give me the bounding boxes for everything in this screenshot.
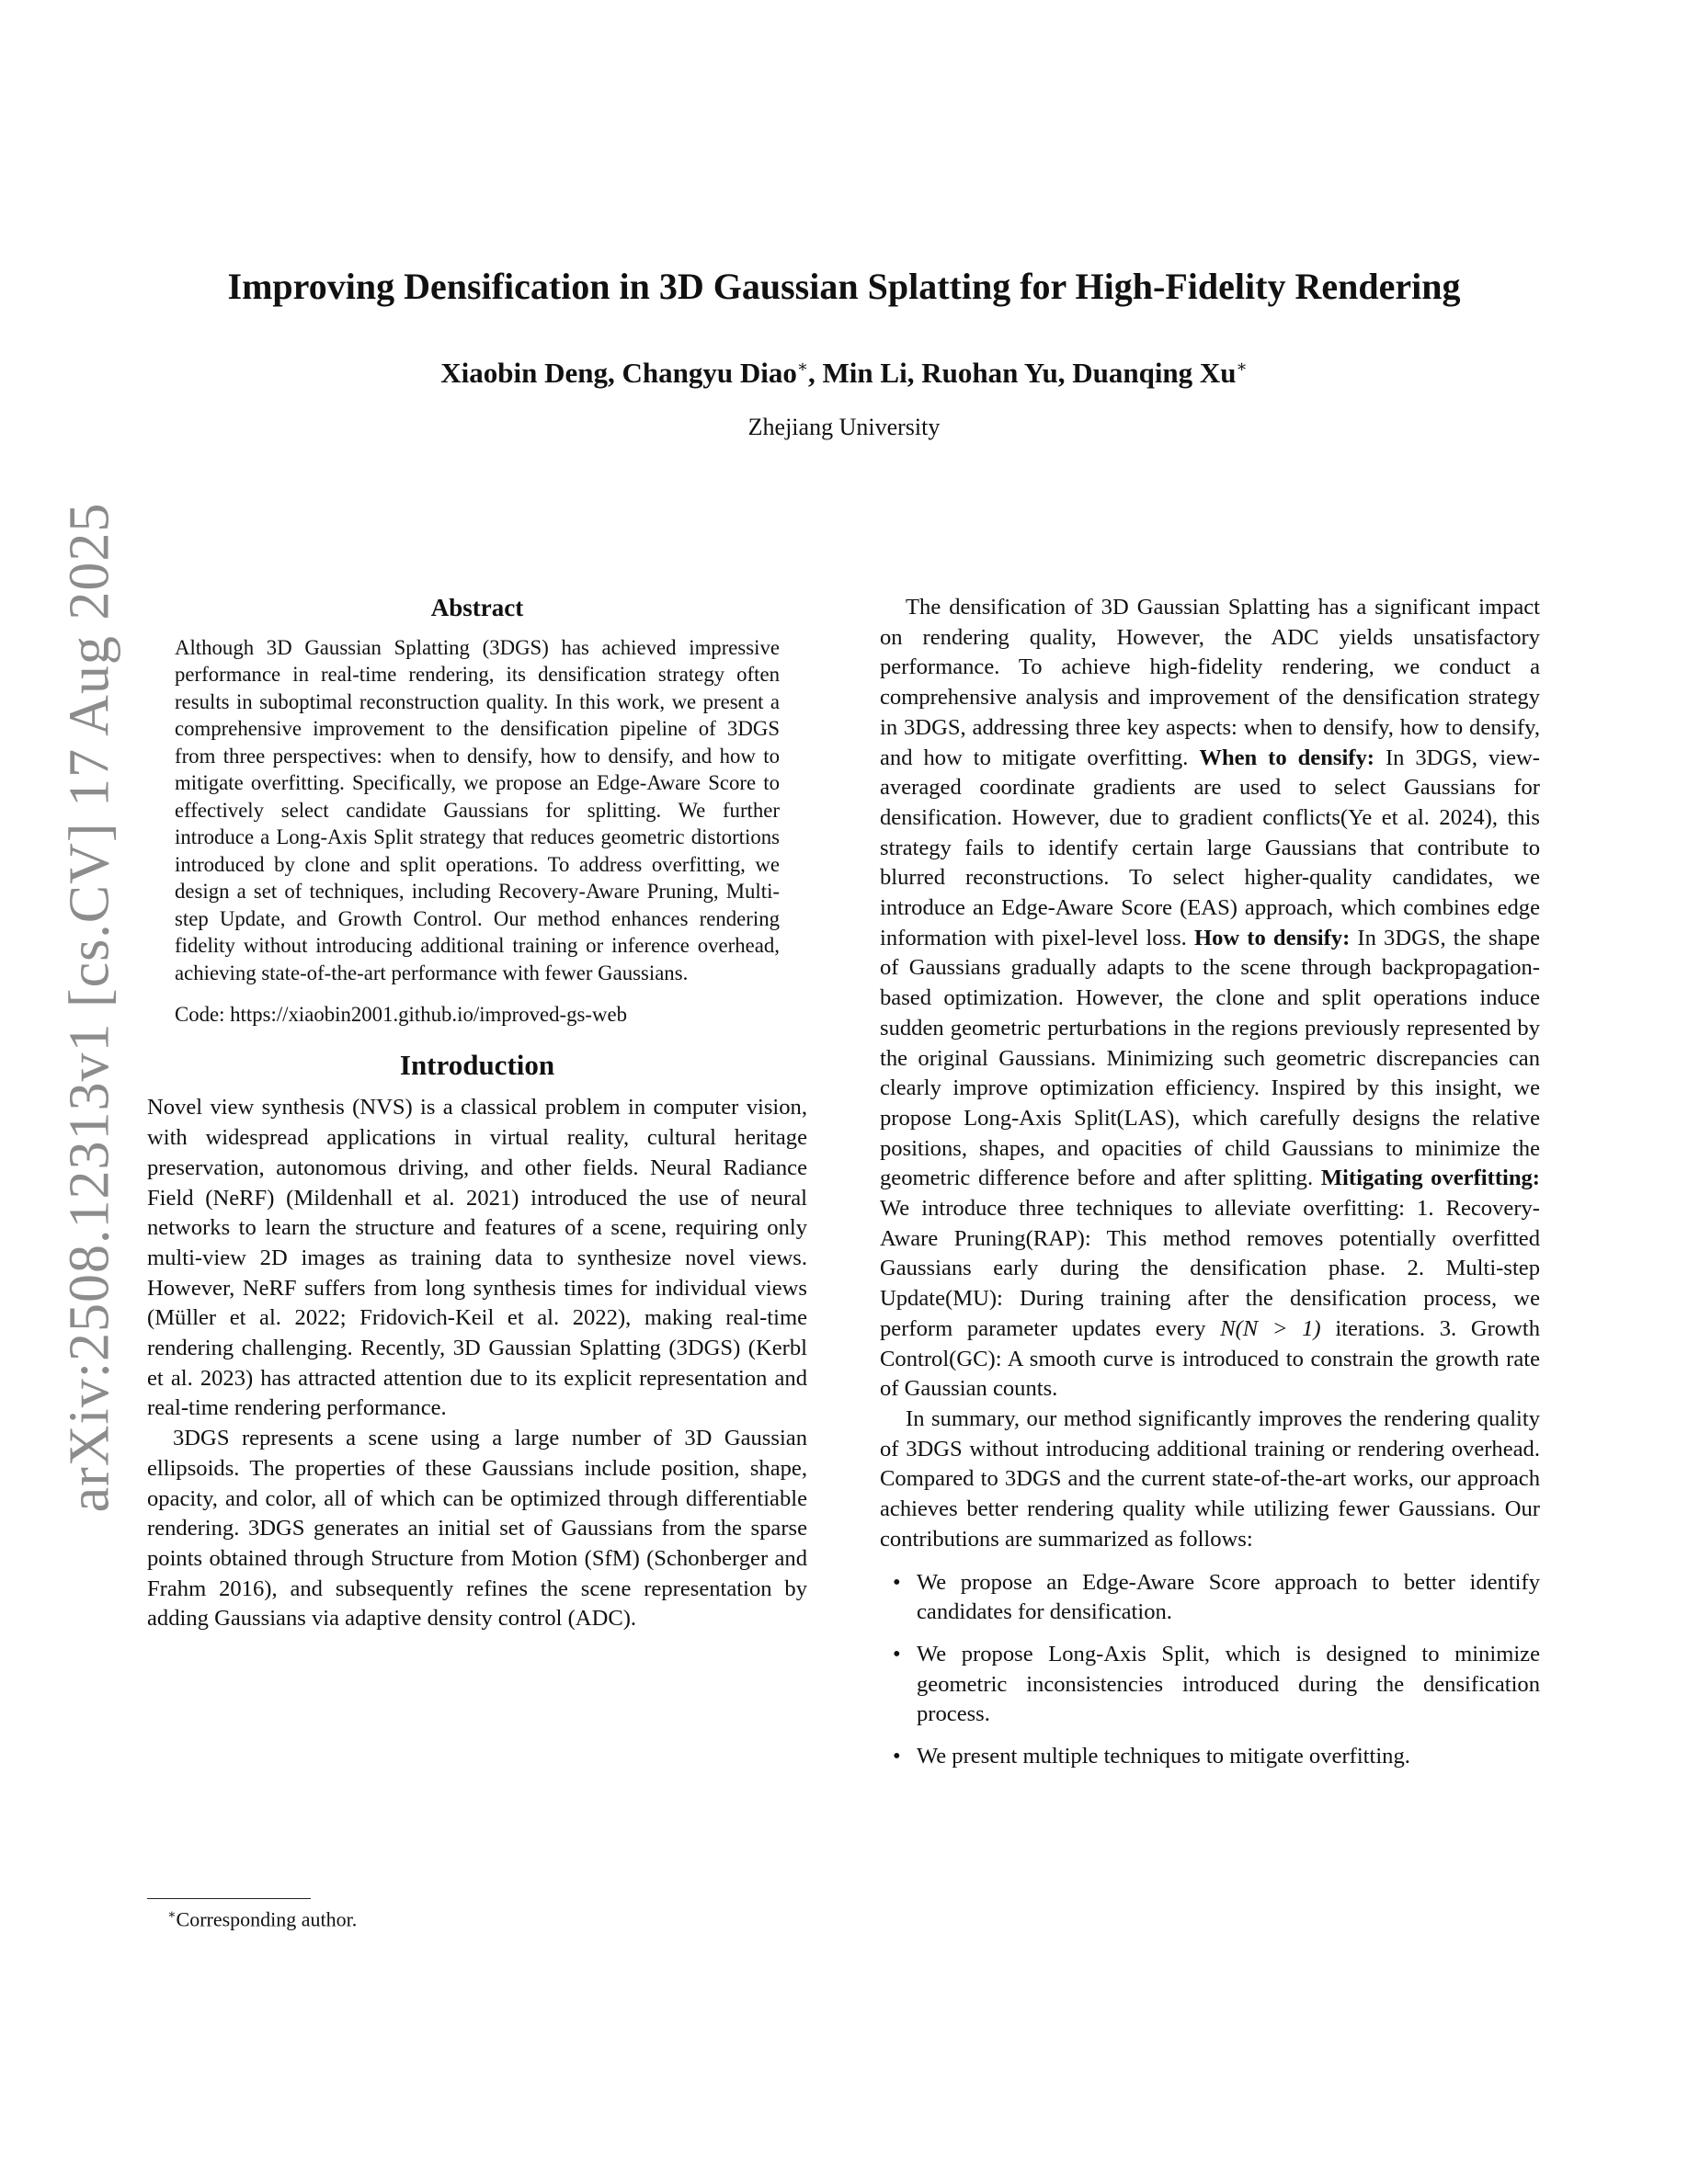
author-separator: ,	[607, 357, 622, 389]
contribution-item	[880, 1568, 1540, 1628]
footnote-text: Corresponding author.	[176, 1907, 358, 1931]
author-list	[0, 357, 1688, 390]
abstract-heading: Abstract	[430, 594, 524, 621]
paper-title: Improving Densification in 3D Gaussian Splatting for High-Fidelity Rendering	[227, 266, 1461, 307]
footnote-mark: ∗	[167, 1908, 177, 1922]
p3-text-b: In 3DGS, view-averaged coordinate gradients are used to select Gaussians for densification. However, due to gradient conflicts(Ye et al. 2024), this strategy fails to identify certain large Gaussians that contribute to blurred reconstructions. To select higher-quality candidates, we introduce an Edge-Aware Score (EAS) approach, which combines edge information with pixel-level loss.	[880, 745, 1540, 950]
code-link[interactable]: Code: https://xiaobin2001.github.io/improved-gs-web	[175, 1003, 627, 1027]
contribution-text: We propose an Edge-Aware Score approach to better identify candidates for densification.	[917, 1569, 1540, 1625]
bullet-glyph: •	[893, 1569, 901, 1595]
author-name: Min Li	[822, 357, 907, 389]
p3-text-e: iterations. 3. Growth Control(GC): A smooth curve is introduced to constrain the growth rate of Gaussian counts.	[880, 1315, 1540, 1402]
intro-paragraph-3	[880, 593, 1540, 1405]
author-name: Duanqing Xu	[1072, 357, 1237, 389]
arxiv-identifier: arXiv:2508.12313v1 [cs.CV] 17 Aug 2025	[58, 502, 121, 1513]
author-separator: ,	[907, 357, 922, 389]
keyword-mitigating-overfitting: Mitigating overfitting:	[1320, 1166, 1541, 1191]
author-mark: ∗	[1236, 357, 1248, 376]
math-n: N(N > 1)	[1220, 1315, 1321, 1341]
contribution-item	[880, 1742, 1540, 1772]
intro-paragraph-2: 3DGS represents a scene using a large number of 3D Gaussian ellipsoids. The properties of these Gaussians include position, shape, opacity, and color, all of which can be optimized through differentiable rendering. 3DGS generates an initial set of Gaussians from the sparse points obtained through Structure from Motion (SfM) (Schonberger and Frahm 2016), and subsequently refines the scene representation by adding Gaussians via adaptive density control (ADC).	[147, 1426, 807, 1632]
footnote	[167, 1907, 357, 1931]
author-separator: ,	[808, 357, 823, 389]
author-separator: ,	[1057, 357, 1073, 389]
keyword-when-to-densify: When to densify:	[1199, 745, 1374, 770]
p3-text-a: The densification of 3D Gaussian Splatting has a significant impact on rendering quality, However, the ADC yields unsatisfactory performance. To achieve high-fidelity rendering, we conduct a comprehensive analysis and improvement of the densification strategy in 3DGS, addressing three key aspects: when to densify, how to densify, and how to mitigate overfitting.	[880, 595, 1540, 770]
p3-text-d: We introduce three techniques to alleviate overfitting: 1. Recovery-Aware Pruning(RAP): This method removes potentially overfitted Gaussians early during the densification phase. 2. Multi-step Update(MU): During training after the densification process, we perform parameter updates every	[880, 1196, 1540, 1341]
author-name: Ruohan Yu	[921, 357, 1058, 389]
contribution-text: We propose Long-Axis Split, which is designed to minimize geometric inconsistencies introduced during the densification process.	[917, 1641, 1540, 1727]
intro-paragraph-1: Novel view synthesis (NVS) is a classical problem in computer vision, with widespread applications in virtual reality, cultural heritage preservation, autonomous driving, and other fields. Neural Radiance Field (NeRF) (Mildenhall et al. 2021) introduced the use of neural networks to learn the structure and features of a scene, requiring only multi-view 2D images as training data to synthesize novel views. However, NeRF suffers from long synthesis times for individual views (Müller et al. 2022; Fridovich-Keil et al. 2022), making real-time rendering challenging. Recently, 3D Gaussian Splatting (3DGS) (Kerbl et al. 2023) has attracted attention due to its explicit representation and real-time rendering performance.	[147, 1095, 807, 1421]
author-mark: ∗	[796, 357, 809, 376]
affiliation: Zhejiang University	[747, 414, 941, 440]
footnote-rule	[147, 1898, 311, 1899]
introduction-heading: Introduction	[399, 1048, 555, 1081]
abstract-body: Although 3D Gaussian Splatting (3DGS) has achieved impressive performance in real-time rendering, its densification strategy often results in suboptimal reconstruction quality. In this work, we present a comprehensive improvement to the densification pipeline of 3DGS from three perspectives: when to densify, how to densify, and how to mitigate overfitting. Specifically, we propose an Edge-Aware Score to effectively select candidate Gaussians for splitting. We further introduce a Long-Axis Split strategy that reduces geometric distortions introduced by clone and split operations. To address overfitting, we design a set of techniques, including Recovery-Aware Pruning, Multi-step Update, and Growth Control. Our method enhances rendering fidelity without introducing additional training or inference overhead, achieving state-of-the-art performance with fewer Gaussians.	[175, 635, 780, 984]
author-name: Xiaobin Deng	[440, 357, 608, 389]
contribution-item	[880, 1640, 1540, 1730]
keyword-how-to-densify: How to densify:	[1193, 925, 1351, 950]
bullet-glyph: •	[893, 1744, 901, 1769]
author-name: Changyu Diao	[622, 357, 797, 389]
bullet-glyph: •	[893, 1641, 901, 1666]
left-column	[147, 593, 807, 1634]
p3-text-c: In 3DGS, the shape of Gaussians gradually adapts to the scene through backpropagation-based optimization. However, the clone and split operations induce sudden geometric perturbations in the regions previously represented by the original Gaussians. Minimizing such geometric discrepancies can clearly improve optimization efficiency. Inspired by this insight, we propose Long-Axis Split(LAS), which carefully designs the relative positions, shapes, and opacities of child Gaussians to minimize the geometric difference before and after splitting.	[880, 925, 1540, 1191]
right-column	[880, 593, 1540, 1784]
contribution-text: We present multiple techniques to mitigate overfitting.	[917, 1744, 1410, 1769]
contribution-list	[880, 1568, 1540, 1772]
abstract-section	[147, 593, 807, 1029]
intro-paragraph-4: In summary, our method significantly improves the rendering quality of 3DGS without introducing additional training or rendering overhead. Compared to 3DGS and the current state-of-the-art works, our approach achieves better rendering quality while utilizing fewer Gaussians. Our contributions are summarized as follows:	[880, 1405, 1540, 1552]
